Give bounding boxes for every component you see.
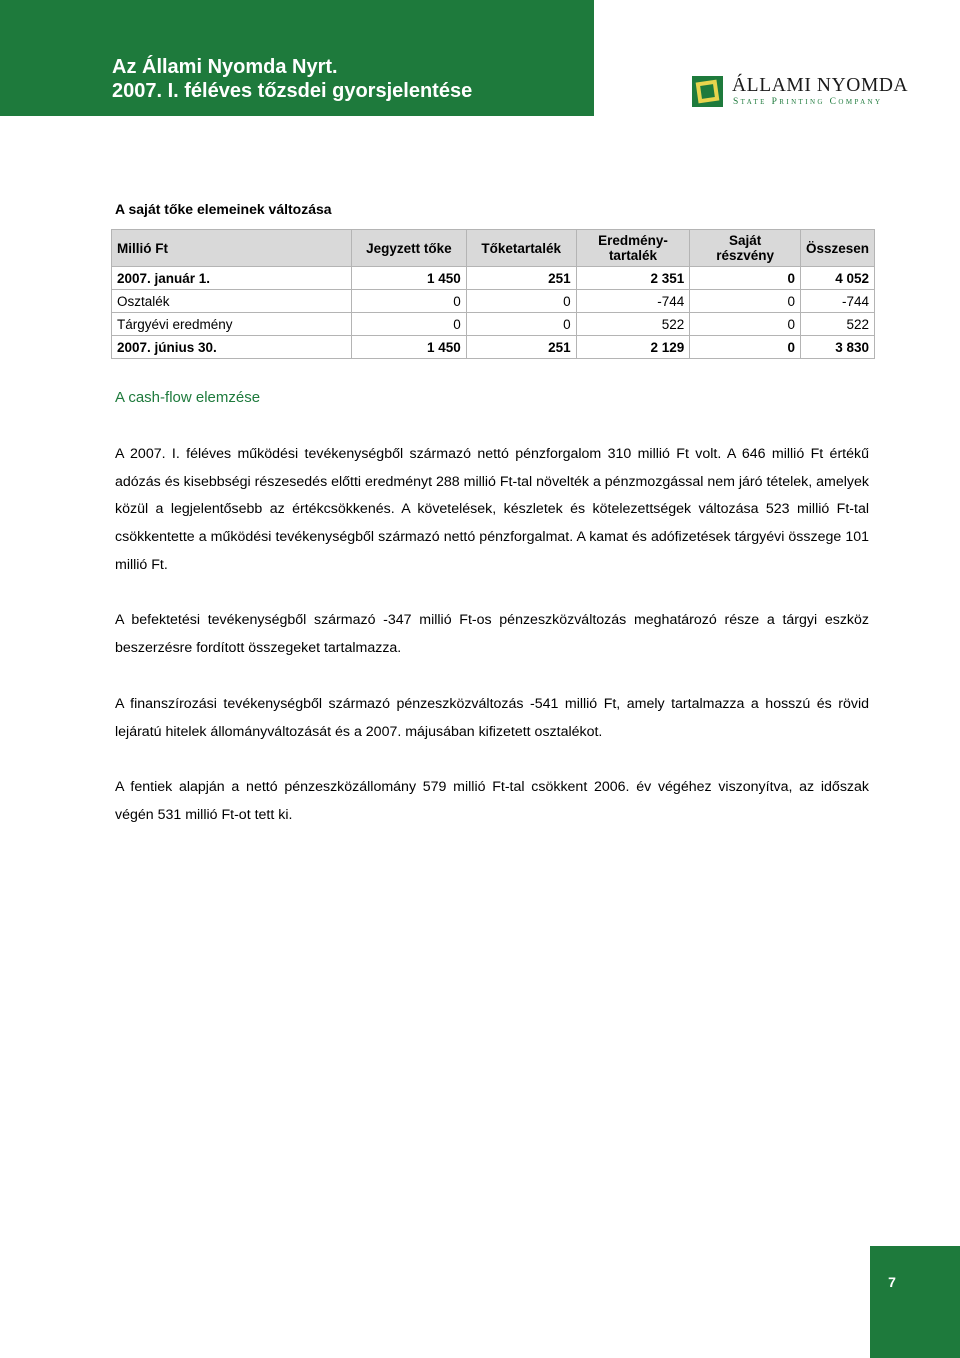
equity-table [111,229,875,359]
cashflow-paragraph-summary: A fentiek alapján a nettó pénzeszközállomány 579 millió Ft-tal csökkent 2006. év végéhez viszonyítva, az időszak végén 531 millió Ft-ot tett ki. [115,779,869,823]
company-logo [692,75,909,110]
equity-section-title: A saját tőke elemeinek változása [115,201,332,217]
table-cell: 2007. január 1. [112,267,352,290]
column-header: Eredmény- tartalék [576,230,690,267]
table-cell: -744 [800,290,874,313]
table-cell: 251 [466,267,576,290]
table-row [112,336,875,359]
table-row [112,290,875,313]
column-header: Millió Ft [112,230,352,267]
cashflow-section-title: A cash-flow elemzése [115,389,261,406]
report-title-line1: Az Állami Nyomda Nyrt. [112,56,338,78]
table-cell: 251 [466,336,576,359]
table-row [112,313,875,336]
table-cell: 3 830 [800,336,874,359]
page-number-box [870,1246,960,1358]
table-cell: 522 [800,313,874,336]
table-cell: 0 [690,267,801,290]
cashflow-paragraph-financing: A finanszírozási tevékenységből származó pénzeszközváltozás -541 millió Ft, amely tartalmazza a hosszú és rövid lejáratú hitelek állományváltozását és a 2007. májusában kifizetett osztalékot. [115,696,869,740]
table-cell: 0 [690,290,801,313]
table-cell: 0 [351,313,466,336]
cashflow-paragraph-operating: A 2007. I. féléves működési tevékenységből származó nettó pénzforgalom 310 millió Ft volt. A 646 millió Ft értékű adózás és kisebbségi részesedés előtti eredményt 288 millió Ft-tal növelték a pénzmozgással nem járó tételek, amelyek közül a legjelentősebb az értékcsökkenés. A követelések, készletek és kötelezettségek változása 523 millió Ft-tal csökkentette a működési tevékenységből származó nettó pénzforgalmat. A kamat és adófizetések tárgyévi összege 101 millió Ft. [115,446,869,573]
table-cell: 522 [576,313,690,336]
table-cell: 2 129 [576,336,690,359]
table-header-row [112,230,875,267]
column-header: Jegyzett tőke [351,230,466,267]
table-cell: 2 351 [576,267,690,290]
report-title-line2: 2007. I. féléves tőzsdei gyorsjelentése [112,80,473,102]
table-cell: 1 450 [351,336,466,359]
logo-name: ÁLLAMI NYOMDA [732,75,909,96]
logo-subtitle: State Printing Company [733,97,883,107]
table-cell: 2007. június 30. [112,336,352,359]
table-cell: 0 [466,290,576,313]
table-row [112,267,875,290]
table-cell: 4 052 [800,267,874,290]
table-cell: 0 [466,313,576,336]
table-cell: Osztalék [112,290,352,313]
logo-mark-icon [692,76,723,107]
table-cell: -744 [576,290,690,313]
table-cell: 1 450 [351,267,466,290]
column-header: Összesen [800,230,874,267]
column-header: Tőketartalék [466,230,576,267]
table-cell: 0 [690,313,801,336]
table-cell: 0 [690,336,801,359]
cashflow-paragraph-investing: A befektetési tevékenységből származó -347 millió Ft-os pénzeszközváltozás meghatározó része a tárgyi eszköz beszerzésre fordított összegeket tartalmazza. [115,612,869,656]
table-cell: Tárgyévi eredmény [112,313,352,336]
page-number: 7 [888,1274,896,1290]
column-header: Saját részvény [690,230,801,267]
table-cell: 0 [351,290,466,313]
header-band [0,0,594,116]
